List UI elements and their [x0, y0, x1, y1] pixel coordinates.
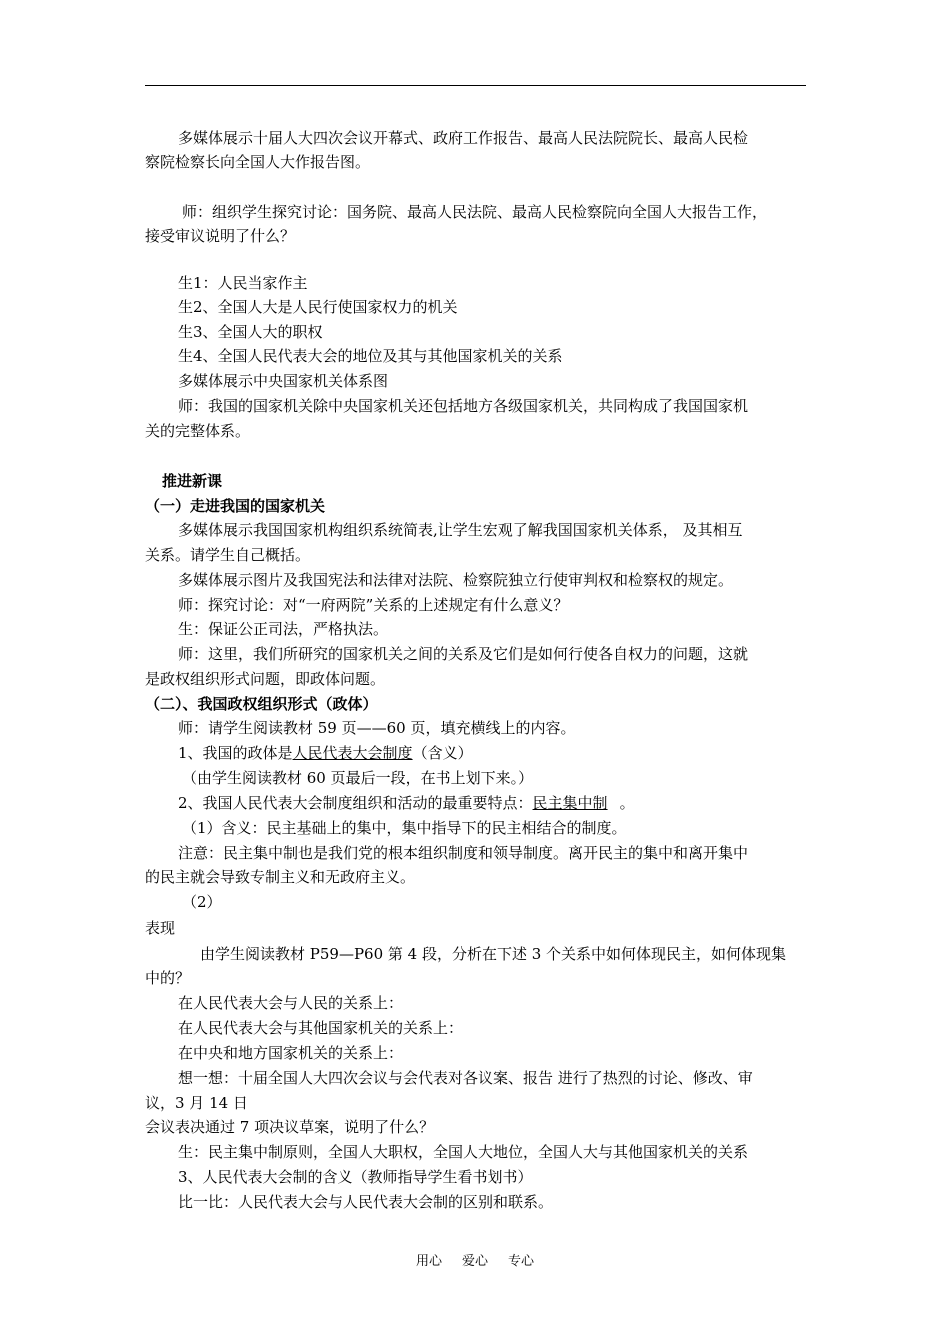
- paragraph-line: 比一比：人民代表大会与人民代表大会制的区别和联系。: [178, 1193, 554, 1211]
- paragraph-line: 多媒体展示十届人大四次会议开幕式、政府工作报告、最高人民法院院长、最高人民检: [178, 129, 749, 147]
- paragraph-line: [178, 793, 635, 813]
- section-heading: 推进新课: [162, 472, 223, 490]
- paragraph-line: 会议表决通过 7 项决议草案，说明了什么？: [145, 1118, 435, 1136]
- paragraph-line: 多媒体展示图片及我国宪法和法律对法院、检察院独立行使审判权和检察权的规定。: [178, 571, 734, 589]
- paragraph-line: 生4、全国人民代表大会的地位及其与其他国家机关的关系: [178, 347, 563, 365]
- paragraph-line: 师：这里，我们所研究的国家机关之间的关系及它们是如何行使各自权力的问题，这就: [178, 645, 749, 663]
- paragraph-line: 由学生阅读教材 P59—P60 第 4 段，分析在下述 3 个关系中如何体现民主，如何体现集: [200, 945, 787, 963]
- line-text: 。: [619, 794, 635, 812]
- paragraph-line: 的民主就会导致专制主义和无政府主义。: [145, 868, 416, 886]
- paragraph-line: 议，3 月 14 日: [145, 1094, 248, 1112]
- paragraph-line: 师：请学生阅读教材 59 页——60 页，填充横线上的内容。: [178, 719, 576, 737]
- paragraph-line: 关的完整体系。: [145, 422, 251, 440]
- footer-text: 爱心: [461, 1254, 488, 1269]
- paragraph-line: 接受审议说明了什么？: [145, 227, 296, 245]
- underlined-answer: 人民代表大会制度: [292, 744, 413, 762]
- paragraph-line: 想一想：十届全国人大四次会议与会代表对各议案、报告 进行了热烈的讨论、修改、审: [178, 1069, 753, 1087]
- line-text: 1、我国的政体是: [178, 744, 293, 762]
- paragraph-line: 多媒体展示中央国家机关体系图: [178, 372, 389, 390]
- paragraph-line: 师：我国的国家机关除中央国家机关还包括地方各级国家机关，共同构成了我国国家机: [178, 397, 749, 415]
- paragraph-line: 生1：人民当家作主: [178, 274, 308, 292]
- line-text: 2、我国人民代表大会制度组织和活动的最重要特点：: [178, 794, 533, 812]
- paragraph-line: 师：组织学生探究讨论：国务院、最高人民法院、最高人民检察院向全国人大报告工作，: [182, 203, 768, 221]
- paragraph-line: 3、人民代表大会制的含义（教师指导学生看书划书）: [178, 1168, 533, 1186]
- page-footer: [0, 1250, 950, 1269]
- paragraph-line: 生：保证公正司法，严格执法。: [178, 620, 389, 638]
- section-heading: （二）、我国政权组织形式（政体）: [145, 695, 378, 713]
- paragraph-line: （1）含义：民主基础上的集中，集中指导下的民主相结合的制度。: [182, 819, 627, 837]
- paragraph-line: 注意：民主集中制也是我们党的根本组织制度和领导制度。离开民主的集中和离开集中: [178, 844, 749, 862]
- header-rule: [145, 85, 806, 86]
- paragraph-line: 在人民代表大会与人民的关系上：: [178, 994, 404, 1012]
- paragraph-line: 生：民主集中制原则，全国人大职权，全国人大地位，全国人大与其他国家机关的关系: [178, 1143, 749, 1161]
- paragraph-line: 关系。请学生自己概括。: [145, 546, 311, 564]
- paragraph-line: 中的？: [145, 969, 191, 987]
- section-heading: （一）走进我国的国家机关: [145, 497, 326, 515]
- paragraph-line: 在人民代表大会与其他国家机关的关系上：: [178, 1019, 464, 1037]
- paragraph-line: 生2、全国人大是人民行使国家权力的机关: [178, 298, 458, 316]
- paragraph-line: 表现: [145, 919, 176, 937]
- footer-text: 用心: [415, 1254, 442, 1269]
- line-text: （含义）: [412, 744, 473, 762]
- paragraph-line: 察院检察长向全国人大作报告图。: [145, 153, 371, 171]
- paragraph-line: [178, 743, 473, 763]
- paragraph-line: 在中央和地方国家机关的关系上：: [178, 1044, 404, 1062]
- footer-text: 专心: [508, 1254, 535, 1269]
- paragraph-line: 生3、全国人大的职权: [178, 323, 323, 341]
- underlined-answer: 民主集中制: [532, 794, 608, 812]
- paragraph-line: 多媒体展示我国国家机构组织系统简表,让学生宏观了解我国国家机关体系， 及其相互: [178, 521, 743, 539]
- paragraph-line: （由学生阅读教材 60 页最后一段，在书上划下来。）: [182, 769, 534, 787]
- paragraph-line: 是政权组织形式问题，即政体问题。: [145, 670, 386, 688]
- paragraph-line: （2）: [182, 893, 222, 911]
- paragraph-line: 师：探究讨论：对“一府两院”关系的上述规定有什么意义？: [178, 596, 569, 614]
